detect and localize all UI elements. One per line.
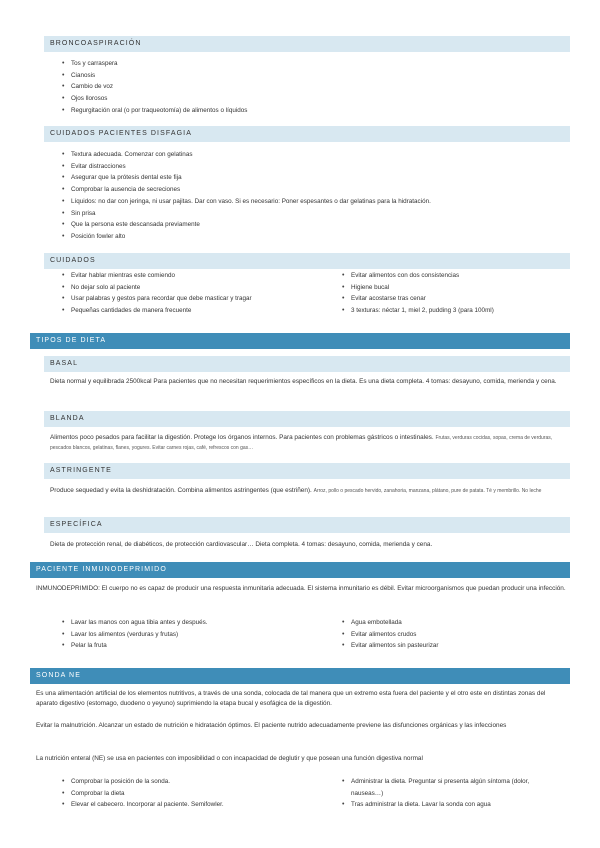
broncoaspiracion-header: BRONCOASPIRACIÓN — [44, 36, 570, 52]
sonda-text-3: La nutrición enteral (NE) se usa en pacientes con imposibilidad o con incapacidad de deglutir y que posean una función digestiva normal — [36, 755, 423, 762]
list-item: • Posición fowler alto — [62, 231, 567, 243]
especifica-header: ESPECÍFICA — [44, 517, 570, 533]
sonda-right-list — [342, 776, 532, 811]
inmuno-right-list — [342, 617, 562, 652]
blanda-text: Alimentos poco pesados para facilitar la digestión. Protege los órganos internos. Para pacientes con problemas gástricos o intestinales. — [50, 434, 434, 441]
list-item: • Agua embotellada — [342, 617, 562, 629]
list-item: • No dejar solo al paciente — [62, 282, 332, 294]
disfagia-header: CUIDADOS PACIENTES DISFAGIA — [44, 126, 570, 142]
sonda-text-1: Es una alimentación artificial de los elementos nutritivos, a través de una sonda, colocada de tal manera que un extremo esta fuera del paciente y el otro este en distintas zonas del aparato digestivo (estomago, duodeno o yeyuno) suprimiendo la etapa bucal y esofágica de la digestión. — [36, 690, 546, 707]
list-item: • Evitar alimentos sin pasteurizar — [342, 640, 562, 652]
broncoaspiracion-list — [62, 58, 562, 117]
list-item: • Pequeñas cantidades de manera frecuente — [62, 305, 332, 317]
list-item: • Comprobar la dieta — [62, 788, 332, 800]
list-item: • Que la persona este descansada previamente — [62, 219, 567, 231]
list-item: • Elevar el cabecero. Incorporar al paciente. Semifowler. — [62, 799, 332, 811]
list-item: • Tos y carraspera — [62, 58, 562, 70]
list-item: • Asegurar que la prótesis dental este fija — [62, 172, 567, 184]
tipos-dieta-header: TIPOS DE DIETA — [30, 333, 570, 349]
list-item: • Evitar alimentos con dos consistencias — [342, 270, 567, 282]
list-item: • Líquidos: no dar con jeringa, ni usar pajitas. Dar con vaso. Si es necesario: Poner espesantes o dar gelatinas para la hidratación. — [62, 196, 567, 208]
list-item: • Pelar la fruta — [62, 640, 322, 652]
disfagia-list — [62, 149, 567, 243]
list-item: • Cambio de voz — [62, 81, 562, 93]
astringente-text: Produce sequedad y evita la deshidratación. Combina alimentos astringentes (que estriñen). — [50, 487, 312, 494]
list-item: • Sin prisa — [62, 208, 567, 220]
list-item: • Lavar las manos con agua tibia antes y después. — [62, 617, 322, 629]
list-item: • Usar palabras y gestos para recordar que debe masticar y tragar — [62, 293, 332, 305]
list-item: • Lavar los alimentos (verduras y frutas) — [62, 629, 322, 641]
sonda-text-2: Evitar la malnutrición. Alcanzar un estado de nutrición e hidratación óptimos. El paciente nutrido adecuadamente previene las disfunciones orgánicas y las infecciones — [36, 722, 507, 729]
list-item: • Evitar alimentos crudos — [342, 629, 562, 641]
list-item: • 3 texturas: néctar 1, miel 2, pudding 3 (para 100ml) — [342, 305, 567, 317]
cuidados-right-list — [342, 270, 567, 317]
list-item: • Evitar acostarse tras cenar — [342, 293, 567, 305]
basal-text: Dieta normal y equilibrada 2500kcal Para pacientes que no necesitan requerimientos específicos en la dieta. Es una dieta completa. 4 tomas: desayuno, comida, merienda y cena. — [50, 378, 557, 385]
inmuno-header: PACIENTE INMUNODEPRIMIDO — [30, 562, 570, 578]
inmuno-left-list — [62, 617, 322, 652]
astringente-paragraph — [50, 486, 568, 496]
blanda-examples: Frutas, verduras cocidas, sopas, crema de verduras, pescados blancos, gelatinas, flanes, yogures. Evitar carnes rojas, café, refrescos con gas… — [50, 435, 553, 451]
list-item: • Evitar distracciones — [62, 161, 567, 173]
list-item: • Ojos llorosos — [62, 93, 562, 105]
list-item: • Comprobar la ausencia de secreciones — [62, 184, 567, 196]
list-item: • Administrar la dieta. Preguntar si presenta algún síntoma (dolor, nauseas…) — [342, 776, 532, 799]
astringente-examples: Arroz, pollo o pescado hervido, zanahoria, manzana, plátano, pure de patata. Té y membrillo. No leche — [313, 488, 542, 494]
especifica-text: Dieta de protección renal, de diabéticos, de protección cardiovascular… Dieta completa. 4 tomas: desayuno, comida, merienda y cena. — [50, 541, 433, 548]
blanda-header: BLANDA — [44, 411, 570, 427]
list-item: • Higiene bucal — [342, 282, 567, 294]
sonda-left-list — [62, 776, 332, 811]
inmuno-text: INMUNODEPRIMIDO: El cuerpo no es capaz de producir una respuesta inmunitaria adecuada. El sistema inmunitario es débil. Evitar microorganismos que puedan producir una infección. — [36, 585, 566, 592]
basal-header: BASAL — [44, 356, 570, 372]
list-item: • Textura adecuada. Comenzar con gelatinas — [62, 149, 567, 161]
list-item: • Evitar hablar mientras este comiendo — [62, 270, 332, 282]
list-item: • Regurgitación oral (o por traqueotomía) de alimentos o líquidos — [62, 105, 562, 117]
sonda-header: SONDA NE — [30, 668, 570, 684]
list-item: • Comprobar la posición de la sonda. — [62, 776, 332, 788]
list-item: • Tras administrar la dieta. Lavar la sonda con agua — [342, 799, 532, 811]
cuidados-header: CUIDADOS — [44, 253, 570, 269]
list-item: • Cianosis — [62, 70, 562, 82]
astringente-header: ASTRINGENTE — [44, 463, 570, 479]
blanda-paragraph — [50, 433, 568, 453]
cuidados-left-list — [62, 270, 332, 317]
